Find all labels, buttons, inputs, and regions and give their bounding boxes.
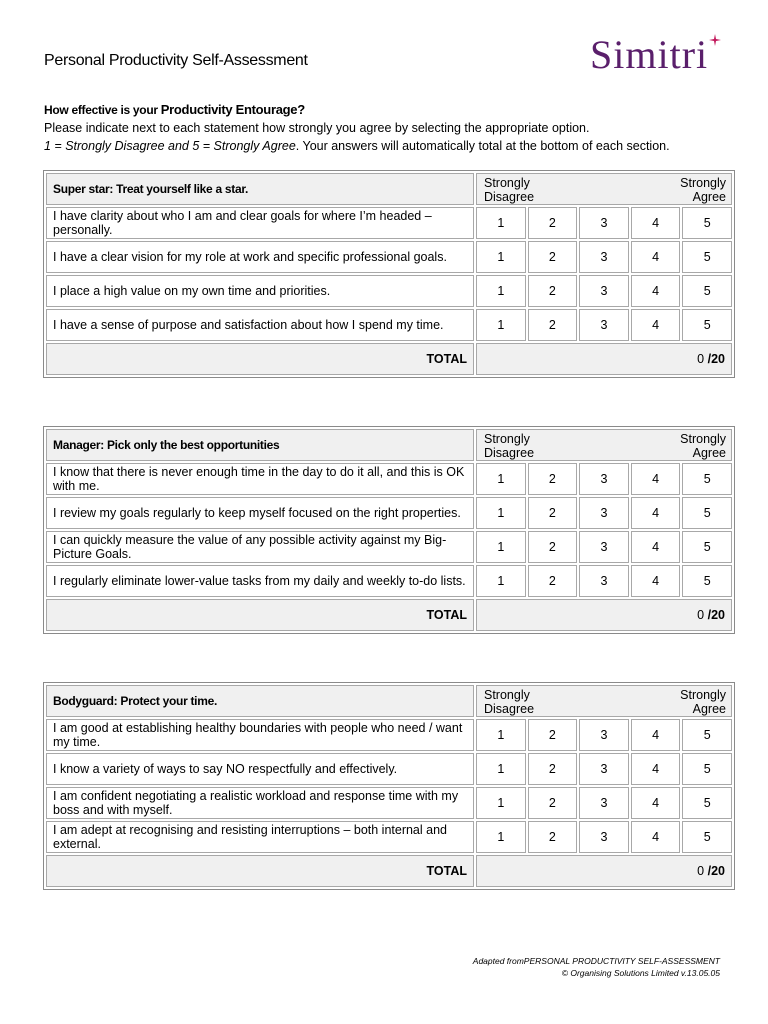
section-header-row [46,685,732,717]
statement-text: I know that there is never enough time in the day to do it all, and this is OK with me. [46,463,474,495]
rating-option[interactable]: 5 [682,241,732,273]
intro-question-emphasis: Productivity Entourage? [160,102,305,117]
scale-right-bottom: Agree [692,702,726,716]
section-title: Manager: Pick only the best opportunities [46,429,474,461]
statement-text: I have a sense of purpose and satisfaction about how I spend my time. [46,309,474,341]
total-row [46,599,732,631]
scale-header [476,173,732,205]
rating-option[interactable]: 2 [528,821,578,853]
statement-text: I have clarity about who I am and clear goals for where I’m headed – personally. [46,207,474,239]
assessment-table [44,427,734,633]
scale-left-label [484,432,534,460]
assessment-section [43,682,735,890]
section-title: Super star: Treat yourself like a star. [46,173,474,205]
scale-left-bottom: Disagree [484,446,535,460]
statement-text: I regularly eliminate lower-value tasks from my daily and weekly to-do lists. [46,565,474,597]
intro-question [44,101,744,119]
scale-left-top: Strongly [484,176,530,190]
rating-option[interactable]: 5 [682,753,732,785]
statement-text: I am good at establishing healthy boundaries with people who need / want my time. [46,719,474,751]
statement-row [46,565,732,597]
total-value [476,855,732,887]
star-icon [709,34,721,46]
rating-option[interactable]: 2 [528,531,578,563]
scale-left-bottom: Disagree [484,702,535,716]
rating-option[interactable]: 5 [682,531,732,563]
total-value [476,599,732,631]
rating-option[interactable]: 3 [579,531,629,563]
statement-row [46,531,732,563]
total-score: 0 [697,864,705,878]
rating-option[interactable]: 5 [682,275,732,307]
rating-option[interactable]: 4 [631,787,681,819]
rating-option[interactable]: 2 [528,463,578,495]
rating-option[interactable]: 4 [631,565,681,597]
statement-text: I am adept at recognising and resisting interruptions – both internal and external. [46,821,474,853]
section-header-row [46,429,732,461]
scale-left-bottom: Disagree [484,190,535,204]
rating-option[interactable]: 4 [631,275,681,307]
statement-text: I can quickly measure the value of any possible activity against my Big-Picture Goals. [46,531,474,563]
total-row [46,343,732,375]
statement-text: I review my goals regularly to keep myself focused on the right properties. [46,497,474,529]
statement-row [46,463,732,495]
rating-option[interactable]: 3 [579,787,629,819]
scale-right-bottom: Agree [692,190,726,204]
rating-option[interactable]: 1 [476,531,526,563]
scale-left-label [484,176,534,204]
statement-row [46,787,732,819]
rating-option[interactable]: 2 [528,207,578,239]
total-max: /20 [707,352,725,366]
rating-option[interactable]: 3 [579,719,629,751]
scale-left-top: Strongly [484,432,530,446]
rating-option[interactable]: 5 [682,463,732,495]
statement-row [46,241,732,273]
rating-option[interactable]: 5 [682,719,732,751]
rating-option[interactable]: 3 [579,753,629,785]
assessment-section [43,426,735,634]
intro-question-prefix: How effective is your [44,103,161,117]
intro-line2-italic: 1 = Strongly Disagree and 5 = Strongly Agree [44,139,296,153]
scale-right-label [680,432,726,460]
statement-row [46,497,732,529]
statement-row [46,275,732,307]
rating-option[interactable]: 3 [579,565,629,597]
instructions [44,101,744,155]
intro-line1: Please indicate next to each statement how strongly you agree by selecting the appropriate option. [44,121,590,135]
scale-right-top: Strongly [680,432,726,446]
rating-option[interactable]: 5 [682,565,732,597]
assessment-table [44,171,734,377]
scale-left-label [484,688,534,716]
statement-row [46,207,732,239]
total-max: /20 [707,864,725,878]
section-title: Bodyguard: Protect your time. [46,685,474,717]
rating-option[interactable]: 2 [528,719,578,751]
statement-row [46,821,732,853]
rating-option[interactable]: 3 [579,821,629,853]
rating-option[interactable]: 1 [476,719,526,751]
scale-right-top: Strongly [680,176,726,190]
rating-option[interactable]: 4 [631,753,681,785]
rating-option[interactable]: 3 [579,207,629,239]
statement-text: I am confident negotiating a realistic workload and response time with my boss and with myself. [46,787,474,819]
total-label: TOTAL [46,599,474,631]
intro-line2 [44,137,744,155]
rating-option[interactable]: 2 [528,241,578,273]
total-value [476,343,732,375]
rating-option[interactable]: 1 [476,463,526,495]
statement-row [46,753,732,785]
rating-option[interactable]: 1 [476,787,526,819]
scale-right-label [680,688,726,716]
statement-text: I have a clear vision for my role at work and specific professional goals. [46,241,474,273]
rating-option[interactable]: 2 [528,565,578,597]
rating-option[interactable]: 1 [476,821,526,853]
page-title: Personal Productivity Self-Assessment [44,52,308,69]
rating-option[interactable]: 2 [528,787,578,819]
rating-option[interactable]: 5 [682,207,732,239]
rating-option[interactable]: 1 [476,753,526,785]
rating-option[interactable]: 2 [528,753,578,785]
rating-option[interactable]: 4 [631,309,681,341]
rating-option[interactable]: 5 [682,309,732,341]
total-max: /20 [707,608,725,622]
total-row [46,855,732,887]
statement-row [46,309,732,341]
rating-option[interactable]: 3 [579,497,629,529]
scale-right-bottom: Agree [692,446,726,460]
rating-option[interactable]: 2 [528,275,578,307]
assessment-table [44,683,734,889]
rating-option[interactable]: 1 [476,497,526,529]
rating-option[interactable]: 4 [631,821,681,853]
total-score: 0 [697,608,705,622]
statement-text: I know a variety of ways to say NO respectfully and effectively. [46,753,474,785]
footer-line2: © Organising Solutions Limited v.13.05.05 [561,968,720,978]
logo-text: Simitri [590,32,709,77]
rating-option[interactable]: 2 [528,309,578,341]
scale-header [476,685,732,717]
total-score: 0 [697,352,705,366]
scale-header [476,429,732,461]
simitri-logo [590,34,730,76]
assessment-section [43,170,735,378]
total-label: TOTAL [46,343,474,375]
total-label: TOTAL [46,855,474,887]
rating-option[interactable]: 1 [476,241,526,273]
rating-option[interactable]: 1 [476,309,526,341]
statement-text: I place a high value on my own time and priorities. [46,275,474,307]
rating-option[interactable]: 2 [528,497,578,529]
rating-option[interactable]: 3 [579,275,629,307]
rating-option[interactable]: 4 [631,207,681,239]
rating-option[interactable]: 1 [476,275,526,307]
footer-credit [473,955,720,979]
intro-line2-rest: . Your answers will automatically total at the bottom of each section. [295,139,670,153]
rating-option[interactable]: 4 [631,463,681,495]
rating-option[interactable]: 1 [476,565,526,597]
rating-option[interactable]: 3 [579,241,629,273]
rating-option[interactable]: 4 [631,241,681,273]
scale-left-top: Strongly [484,688,530,702]
rating-option[interactable]: 3 [579,309,629,341]
scale-right-top: Strongly [680,688,726,702]
statement-row [46,719,732,751]
rating-option[interactable]: 5 [682,787,732,819]
rating-option[interactable]: 4 [631,719,681,751]
rating-option[interactable]: 1 [476,207,526,239]
footer-line1: Adapted fromPERSONAL PRODUCTIVITY SELF-ASSESSMENT [472,956,720,966]
scale-right-label [680,176,726,204]
rating-option[interactable]: 5 [682,497,732,529]
rating-option[interactable]: 4 [631,531,681,563]
rating-option[interactable]: 5 [682,821,732,853]
section-header-row [46,173,732,205]
rating-option[interactable]: 3 [579,463,629,495]
rating-option[interactable]: 4 [631,497,681,529]
